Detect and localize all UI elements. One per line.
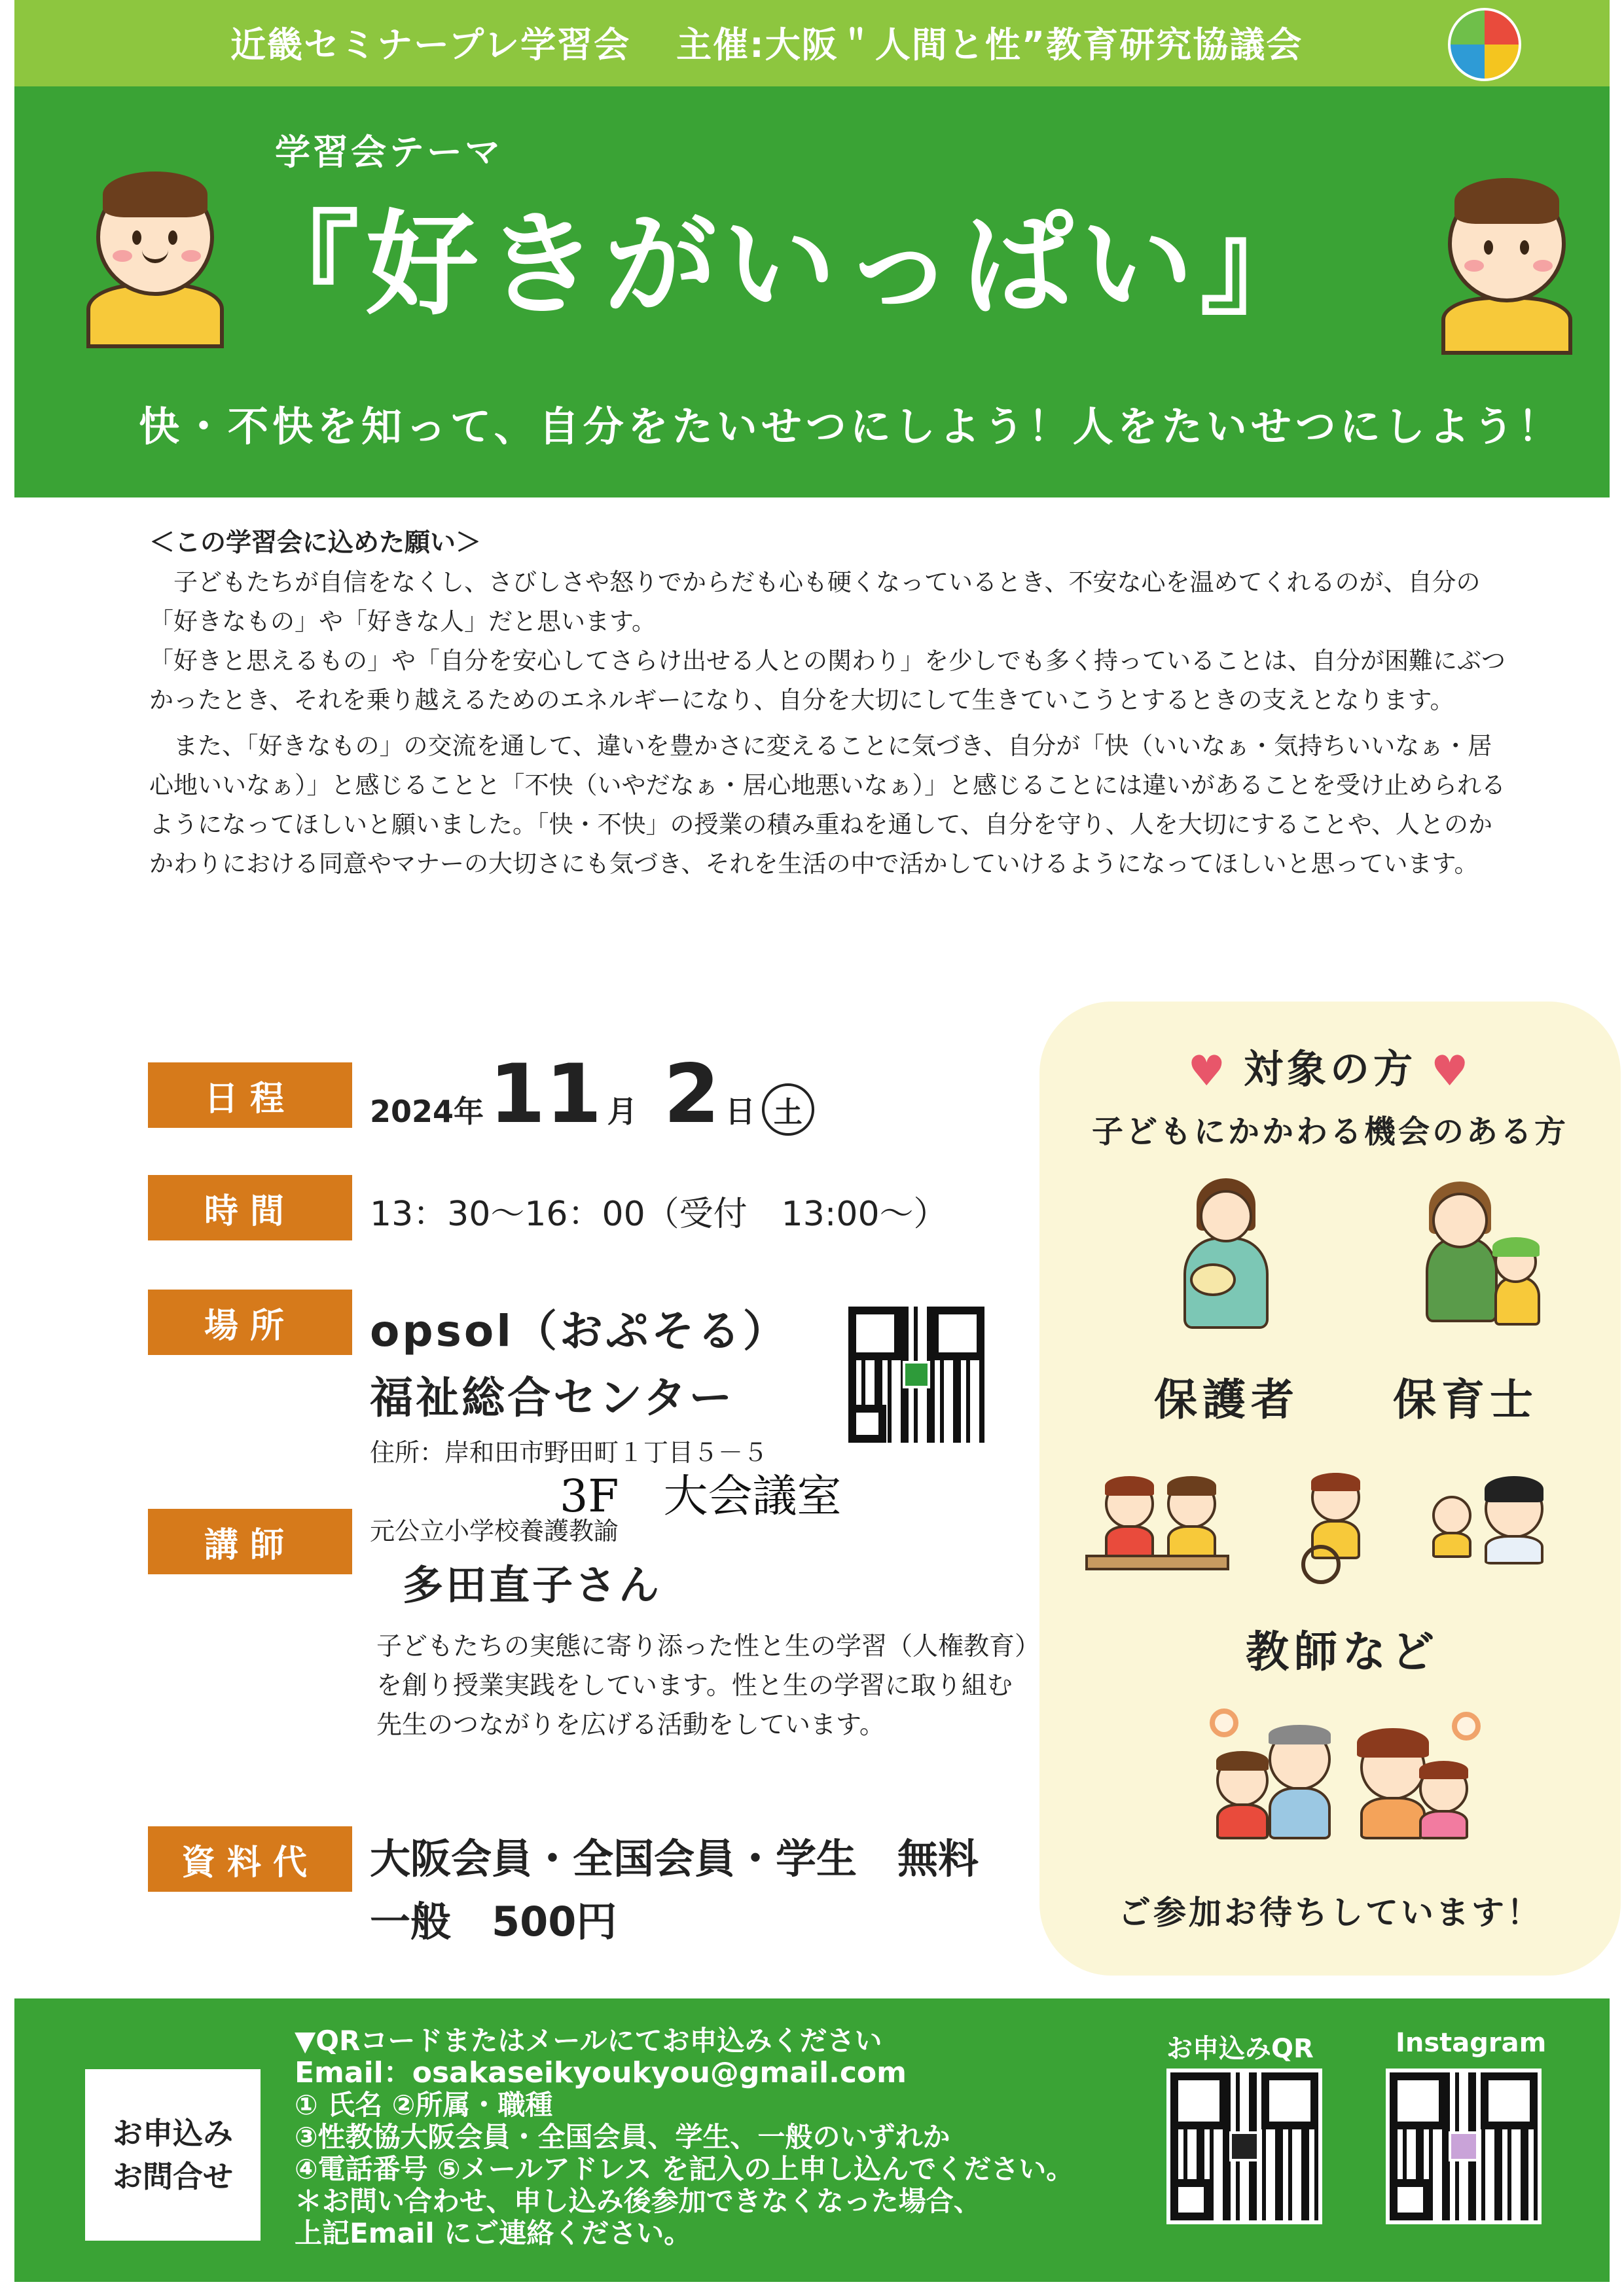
seminar-name: 近畿セミナープレ学習会 bbox=[230, 24, 631, 65]
wishes-paragraph: 子どもたちが自信をなくし、さびしさや怒りでからだも心も硬くなっているとき、不安な心を温めてくれるのが、自分の「好きなもの」や「好きな人」だと思います。 bbox=[149, 568, 1481, 636]
fee-general: 一般 500円 bbox=[370, 1898, 617, 1945]
lecturer-name: 多田直子さん bbox=[403, 1561, 662, 1609]
apply-item: ④電話番号 ⑤メールアドレス を記入の上申し込んでください。 bbox=[295, 2153, 1074, 2185]
role-teacher: 教師など bbox=[1246, 1627, 1439, 1677]
classroom-illustration bbox=[1085, 1473, 1583, 1584]
event-time: 13：30〜16：00（受付 13:00〜） bbox=[370, 1195, 948, 1234]
application-instructions bbox=[295, 2025, 1074, 2249]
theme-title: 『好きがいっぱい』 bbox=[247, 199, 1319, 331]
date-weekday: 土 bbox=[762, 1083, 814, 1136]
contact-line1: お申込み bbox=[113, 2116, 233, 2151]
room-handwritten-note: 3F 大会議室 bbox=[560, 1471, 842, 1523]
heart-icon: ♥ bbox=[1431, 1047, 1473, 1096]
place-label: 場所 bbox=[148, 1290, 352, 1355]
venue-subname: 福祉総合センター bbox=[370, 1373, 735, 1423]
apply-note: 上記Email にご連絡ください。 bbox=[295, 2217, 692, 2249]
event-date bbox=[370, 1047, 814, 1142]
wishes-heading: ＜この学習会に込めた願い＞ bbox=[149, 528, 482, 558]
target-audience-panel bbox=[1039, 1002, 1621, 1976]
apply-instruction: ▼QRコードまたはメールにてお申込みください bbox=[295, 2025, 882, 2057]
audience-title bbox=[1039, 1038, 1621, 1096]
audience-title-text: 対象の方 bbox=[1244, 1047, 1416, 1093]
apply-qr-code[interactable] bbox=[1166, 2069, 1322, 2224]
venue-address: 住所：岸和田市野田町１丁目５－５ bbox=[370, 1438, 768, 1467]
contact-line2: お問合せ bbox=[113, 2159, 233, 2194]
organization-logo bbox=[1448, 8, 1521, 81]
nursery-teacher-illustration bbox=[1413, 1178, 1543, 1329]
top-banner bbox=[14, 0, 1610, 86]
apply-note: ＊お問い合わせ、申し込み後参加できなくなった場合、 bbox=[295, 2185, 981, 2217]
fee-members: 大阪会員・全国会員・学生 無料 bbox=[370, 1835, 979, 1883]
role-parent: 保護者 bbox=[1154, 1375, 1299, 1425]
contact-box bbox=[85, 2069, 261, 2241]
date-day: 2 bbox=[663, 1047, 720, 1142]
wishes-paragraph: また、「好きなもの」の交流を通して、違いを豊かさに変えることに気づき、自分が「快（いいなぁ・気持ちいいなぁ・居心地いいなぁ）」と感じることと「不快（いやだなぁ・居心地悪いなぁ）」と感じることには違いがあることを受け止められるようになってほしいと願いました。「快・不快」の授業の積み重ねを通して、自分を守り、人を大切にすることや、人とのかかわりにおける同意やマナーの大切さにも気づき、それを生活の中で活かしていけるようになってほしいと思っています。 bbox=[149, 732, 1506, 878]
lecturer-description: 子どもたちの実態に寄り添った性と生の学習（人権教育）を創り授業実践をしています。性と生の学習に取り組む先生のつながりを広げる活動をしています。 bbox=[376, 1632, 1028, 1740]
worried-kid-illustration bbox=[1422, 158, 1592, 355]
tagline: 快・不快を知って、自分をたいせつにしよう！人をたいせつにしよう！ bbox=[139, 403, 1562, 450]
date-year: 2024年 bbox=[370, 1094, 484, 1129]
audience-subtitle: 子どもにかかわる機会のある方 bbox=[1091, 1113, 1568, 1150]
happy-kid-illustration bbox=[67, 152, 244, 348]
contact-email[interactable]: Email：osakaseikyoukyou@gmail.com bbox=[295, 2056, 907, 2089]
wishes-paragraph: 「好きと思えるもの」や「自分を安心してさらけ出せる人との関わり」を少しでも多く持っていることは、自分が困難にぶつかったとき、それを乗り越えるためのエネルギーになり、自分を大切にして生きていこうとするときの支えとなります。 bbox=[149, 647, 1506, 714]
role-nursery-teacher: 保育士 bbox=[1393, 1375, 1538, 1425]
venue-qr-code[interactable] bbox=[844, 1303, 988, 1447]
lecturer-role: 元公立小学校養護教諭 bbox=[370, 1517, 619, 1545]
apply-item: ③性教協大阪会員・全国会員、学生、一般のいずれか bbox=[295, 2121, 950, 2153]
instagram-qr-title: Instagram bbox=[1396, 2028, 1547, 2058]
date-label: 日程 bbox=[148, 1062, 352, 1128]
fee-label: 資料代 bbox=[148, 1826, 352, 1892]
wishes-section bbox=[149, 524, 1511, 884]
organizer-name: 主催:大阪＂人間と性”教育研究協議会 bbox=[676, 24, 1303, 65]
closing-message: ご参加お待ちしています！ bbox=[1118, 1894, 1542, 1932]
venue-name: opsol（おぷそる） bbox=[370, 1306, 789, 1356]
instagram-qr-code[interactable] bbox=[1386, 2069, 1542, 2224]
application-footer bbox=[14, 1998, 1610, 2282]
banner-text bbox=[230, 17, 1303, 67]
time-label: 時間 bbox=[148, 1175, 352, 1240]
theme-header bbox=[14, 86, 1610, 497]
date-month-unit: 月 bbox=[607, 1094, 638, 1129]
parent-illustration bbox=[1170, 1178, 1282, 1329]
apply-qr-title: お申込みQR bbox=[1166, 2034, 1314, 2064]
family-illustration bbox=[1210, 1708, 1498, 1839]
apply-item: ① 氏名 ②所属・職種 bbox=[295, 2089, 553, 2121]
date-month: 11 bbox=[489, 1047, 602, 1142]
heart-icon: ♥ bbox=[1187, 1047, 1229, 1096]
date-day-unit: 日 bbox=[725, 1094, 755, 1129]
lecturer-label: 講師 bbox=[148, 1509, 352, 1574]
theme-label: 学習会テーマ bbox=[275, 132, 503, 173]
